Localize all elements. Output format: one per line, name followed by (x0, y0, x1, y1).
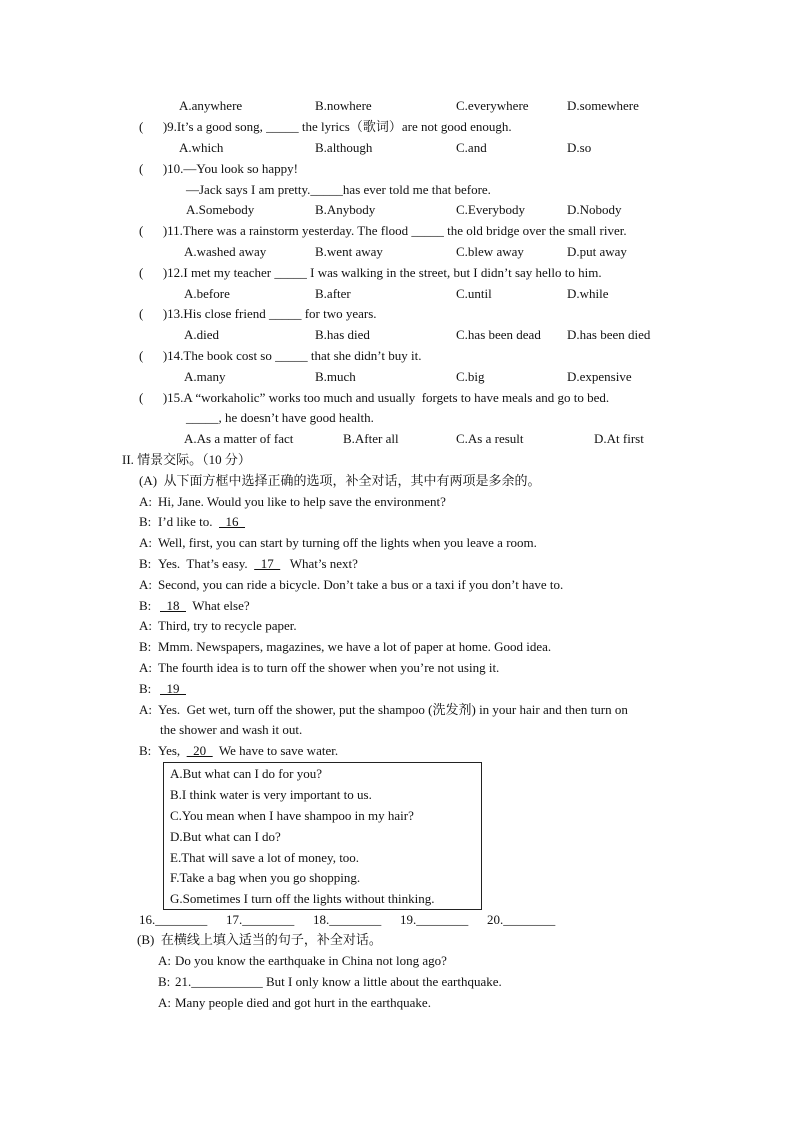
answer-blank-16[interactable]: 16 (219, 514, 246, 529)
options-box (163, 762, 482, 910)
q15-stem-2: _____, he doesn’t have good health. (186, 410, 374, 425)
q11-option-b: B.went away (315, 244, 383, 259)
dialogue-speaker: A: (139, 577, 152, 592)
partb-line: 21.___________ But I only know a little about the earthquake. (175, 974, 502, 989)
q8-option-a: A.anywhere (179, 98, 243, 113)
q14-option-c: C.big (456, 369, 485, 384)
q10-option-a: A.Somebody (186, 202, 255, 217)
dialogue-speaker: A: (139, 702, 152, 717)
dialogue-line (158, 556, 358, 572)
q14-option-d: D.expensive (567, 369, 632, 384)
dialogue-speaker: B: (139, 743, 152, 758)
answer-blank-17[interactable]: 17 (254, 556, 281, 571)
box-option-g: G.Sometimes I turn off the lights without thinking. (170, 891, 435, 906)
q14-stem: ( )14.The book cost so _____ that she didn’t buy it. (139, 348, 422, 363)
partb-line: Many people died and got hurt in the earthquake. (175, 995, 431, 1010)
q12-option-b: B.after (315, 286, 351, 301)
dialogue-line: Well, first, you can start by turning off the lights when you leave a room. (158, 535, 537, 550)
dialogue-speaker: B: (139, 514, 152, 529)
dialogue-text-after: What else? (186, 598, 250, 613)
q12-option-d: D.while (567, 286, 609, 301)
dialogue-line (160, 681, 186, 697)
q9-option-d: D.so (567, 140, 592, 155)
q9-option-c: C.and (456, 140, 487, 155)
q15-option-d: D.At first (594, 431, 644, 446)
q15-option-b: B.After all (343, 431, 399, 446)
dialogue-line: Third, try to recycle paper. (158, 618, 297, 633)
q13-stem: ( )13.His close friend _____ for two years. (139, 306, 377, 321)
q9-option-a: A.which (179, 140, 224, 155)
dialogue-line (160, 598, 250, 614)
dialogue-line (158, 514, 245, 530)
dialogue-speaker: A: (139, 660, 152, 675)
answer-line-20[interactable]: 20.________ (487, 912, 556, 927)
q10-option-c: C.Everybody (456, 202, 525, 217)
q10-option-b: B.Anybody (315, 202, 376, 217)
partb-speaker: B: (158, 974, 171, 989)
partb-line: Do you know the earthquake in China not long ago? (175, 953, 447, 968)
box-option-e: E.That will save a lot of money, too. (170, 850, 360, 865)
dialogue-line: Yes. Get wet, turn off the shower, put the shampoo (洗发剂) in your hair and then turn on (158, 702, 628, 717)
q11-option-d: D.put away (567, 244, 627, 259)
q14-option-a: A.many (184, 369, 226, 384)
answer-blank-20[interactable]: 20 (186, 743, 213, 758)
dialogue-speaker: A: (139, 494, 152, 509)
q10-option-d: D.Nobody (567, 202, 622, 217)
dialogue-text: Yes, (158, 743, 187, 758)
dialogue-speaker: B: (139, 681, 152, 696)
q15-stem: ( )15.A “workaholic” works too much and usually forgets to have meals and go to bed. (139, 390, 610, 405)
box-option-c: C.You mean when I have shampoo in my hair? (170, 808, 414, 823)
q9-option-b: B.although (315, 140, 373, 155)
answer-line-17[interactable]: 17.________ (226, 912, 295, 927)
dialogue-speaker: B: (139, 598, 152, 613)
dialogue-speaker: B: (139, 639, 152, 654)
q14-option-b: B.much (315, 369, 356, 384)
q10-stem: ( )10.—You look so happy! (139, 161, 299, 176)
q10-stem-2: —Jack says I am pretty._____has ever told me that before. (186, 182, 491, 197)
answer-line-16[interactable]: 16.________ (139, 912, 208, 927)
partb-speaker: A: (158, 995, 171, 1010)
box-option-a: A.But what can I do for you? (170, 766, 322, 781)
dialogue-speaker: B: (139, 556, 152, 571)
dialogue-text: Yes. That’s easy. (158, 556, 255, 571)
dialogue-line: Second, you can ride a bicycle. Don’t take a bus or a taxi if you don’t have to. (158, 577, 564, 592)
dialogue-line: Hi, Jane. Would you like to help save the environment? (158, 494, 446, 509)
part-a-instructions: (A) 从下面方框中选择正确的选项，补全对话，其中有两项是多余的。 (139, 473, 541, 488)
box-option-d: D.But what can I do? (170, 829, 281, 844)
q13-option-b: B.has died (315, 327, 370, 342)
dialogue-line: the shower and wash it out. (160, 722, 303, 737)
section-heading: II. 情景交际。（10 分） (122, 452, 251, 467)
dialogue-line (158, 743, 338, 759)
q11-option-a: A.washed away (184, 244, 267, 259)
answer-blank-18[interactable]: 18 (160, 598, 186, 613)
q13-option-d: D.has been died (567, 327, 651, 342)
answer-line-18[interactable]: 18.________ (313, 912, 382, 927)
answer-line-19[interactable]: 19.________ (400, 912, 469, 927)
dialogue-text: I’d like to. (158, 514, 220, 529)
q9-stem: ( )9.It’s a good song, _____ the lyrics（歌词）are not good enough. (139, 119, 512, 134)
dialogue-text-after: We have to save water. (212, 743, 339, 758)
dialogue-line: The fourth idea is to turn off the shower when you’re not using it. (158, 660, 500, 675)
q8-option-c: C.everywhere (456, 98, 529, 113)
dialogue-speaker: A: (139, 535, 152, 550)
box-option-f: F.Take a bag when you go shopping. (170, 870, 361, 885)
answer-blank-19[interactable]: 19 (160, 681, 186, 696)
q8-option-d: D.somewhere (567, 98, 639, 113)
part-b-instructions: (B) 在横线上填入适当的句子，补全对话。 (137, 932, 382, 947)
q8-option-b: B.nowhere (315, 98, 372, 113)
q15-option-a: A.As a matter of fact (184, 431, 294, 446)
dialogue-text-after: What’s next? (280, 556, 358, 571)
dialogue-speaker: A: (139, 618, 152, 633)
q12-stem: ( )12.I met my teacher _____ I was walking in the street, but I didn’t say hello to him. (139, 265, 602, 280)
q12-option-c: C.until (456, 286, 492, 301)
q11-stem: ( )11.There was a rainstorm yesterday. The flood _____ the old bridge over the small river. (139, 223, 627, 238)
q13-option-a: A.died (184, 327, 220, 342)
q11-option-c: C.blew away (456, 244, 524, 259)
q12-option-a: A.before (184, 286, 230, 301)
q13-option-c: C.has been dead (456, 327, 541, 342)
dialogue-line: Mmm. Newspapers, magazines, we have a lot of paper at home. Good idea. (158, 639, 552, 654)
partb-speaker: A: (158, 953, 171, 968)
box-option-b: B.I think water is very important to us. (170, 787, 372, 802)
q15-option-c: C.As a result (456, 431, 524, 446)
